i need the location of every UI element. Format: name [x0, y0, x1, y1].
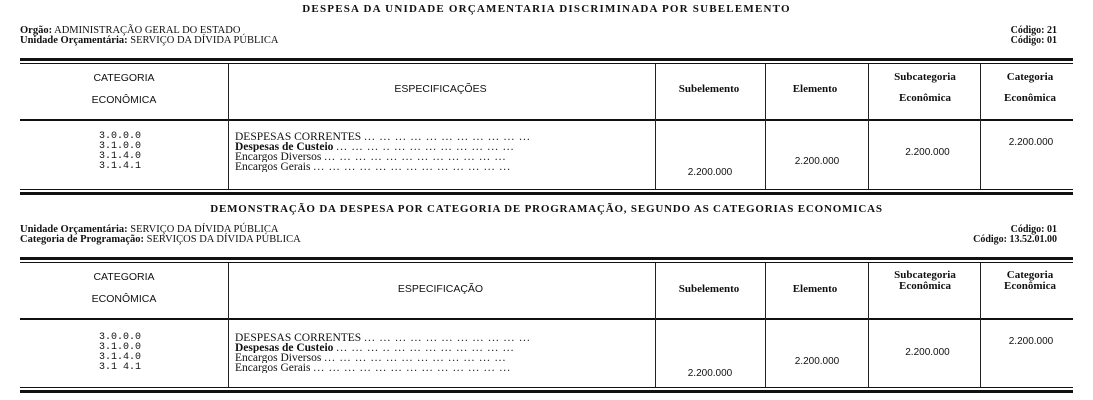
col-divider — [765, 64, 766, 189]
section1-title: DESPESA DA UNIDADE ORÇAMENTARIA DISCRIMINADA POR SUBELEMENTO — [302, 3, 791, 15]
col-divider — [655, 64, 656, 189]
header-especificacoes: ESPECIFICAÇÕES — [394, 83, 487, 95]
value-elemento: 2.200.000 — [794, 156, 840, 167]
unidade-value-2: SERVIÇO DA DÍVIDA PÚBLICA — [130, 224, 279, 235]
bottom-rule — [20, 192, 1073, 195]
header-rule-2 — [20, 318, 1073, 320]
list-item: Encargos Diversos ... ... ... ... ... ... ... ... ... ... ... ... — [235, 353, 507, 363]
section2-title: DEMONSTRAÇÃO DA DESPESA POR CATEGORIA DE PROGRAMAÇÃO, SEGUNDO AS CATEGORIAS ECONOMICAS — [210, 203, 883, 215]
category-codes: 3.0.0.0 3.1.0.0 3.1.4.0 3.1.4.1 — [98, 131, 141, 172]
col-divider — [868, 64, 869, 189]
header-categoria-economica: Categoria Econômica — [1004, 71, 1056, 104]
value-categoria: 2.200.000 — [1008, 137, 1054, 148]
top-rule-thin — [20, 63, 1073, 64]
orgao-value: ADMINISTRAÇÃO GERAL DO ESTADO — [54, 25, 241, 36]
header-categoria-2: CATEGORIA ECONÔMICA — [91, 271, 157, 305]
col-divider — [228, 263, 229, 387]
list-item: DESPESAS CORRENTES ... ... ... ... ... ... ... ... ... ... ... — [235, 132, 531, 142]
col-divider — [980, 263, 981, 387]
col-divider — [765, 263, 766, 387]
header-elemento-2: Elemento — [792, 283, 838, 295]
list-item: Encargos Diversos ... ... ... ... ... ... ... ... ... ... ... ... — [235, 152, 507, 162]
list-item: Encargos Gerais ... ... ... ... ... ... ... ... ... ... ... ... ... — [235, 363, 511, 373]
col-divider — [868, 263, 869, 387]
list-item: Despesas de Custeio ... ... ... .. ... ... ... ... ... ... ... ... — [235, 142, 515, 152]
value-subelemento: 2.200.000 — [687, 167, 733, 178]
col-divider — [228, 64, 229, 189]
value-categoria-2: 2.200.000 — [1008, 336, 1054, 347]
header-subelemento-2: Subelemento — [678, 283, 740, 295]
unidade-line — [20, 36, 278, 46]
top-rule — [20, 58, 1073, 61]
bottom-rule-thin — [20, 189, 1073, 190]
value-subcategoria: 2.200.000 — [905, 147, 950, 158]
codigo-programacao: Código: 13.52.01.00 — [973, 234, 1057, 245]
bottom-rule-thin-2 — [20, 387, 1073, 388]
col-divider — [655, 263, 656, 387]
programacao-line — [20, 235, 301, 245]
header-rule — [20, 119, 1073, 121]
programacao-value: SERVIÇOS DA DÍVIDA PÚBLICA — [146, 234, 301, 245]
header-categoria: CATEGORIA ECONÔMICA — [91, 72, 157, 106]
col-divider — [980, 64, 981, 189]
header-elemento: Elemento — [792, 83, 838, 95]
unidade-label-2: Unidade Orçamentária: — [20, 224, 128, 235]
list-item: Encargos Gerais ... ... ... ... ... ... ... ... ... ... ... ... ... — [235, 162, 511, 172]
codigo-orgao: Código: 21 — [1010, 25, 1057, 36]
specifications — [235, 132, 655, 172]
programacao-label: Categoria de Programação: — [20, 234, 145, 245]
value-subcategoria-2: 2.200.000 — [905, 347, 950, 358]
unidade-label: Unidade Orçamentária: — [20, 35, 128, 46]
header-categoria-economica-2: Categoria Econômica — [1004, 269, 1056, 292]
list-item: Despesas de Custeio ... ... ... .. ... ... ... ... ... ... ... ... — [235, 343, 515, 353]
unidade-value: SERVIÇO DA DÍVIDA PÚBLICA — [130, 35, 279, 46]
list-item: DESPESAS CORRENTES ... ... ... ... ... ... ... ... ... ... ... — [235, 333, 531, 343]
header-subcategoria: Subcategoria Econômica — [894, 71, 956, 104]
top-rule-thin-2 — [20, 262, 1073, 263]
value-elemento-2: 2.200.000 — [794, 356, 840, 367]
header-subcategoria-2: Subcategoria Econômica — [894, 269, 956, 292]
orgao-label: Orgão: — [20, 25, 53, 36]
category-codes-2: 3.0.0.0 3.1.0.0 3.1.4.0 3.1 4.1 — [98, 332, 141, 373]
header-especificacao: ESPECIFICAÇÃO — [397, 283, 484, 295]
codigo-unidade: Código: 01 — [1010, 35, 1057, 46]
specifications-2 — [235, 333, 655, 373]
header-subelemento: Subelemento — [678, 83, 740, 95]
bottom-rule-2 — [20, 390, 1073, 393]
top-rule-2 — [20, 257, 1073, 260]
value-subelemento-2: 2.200.000 — [687, 368, 733, 379]
codigo-unidade-2: Código: 01 — [1010, 224, 1057, 235]
